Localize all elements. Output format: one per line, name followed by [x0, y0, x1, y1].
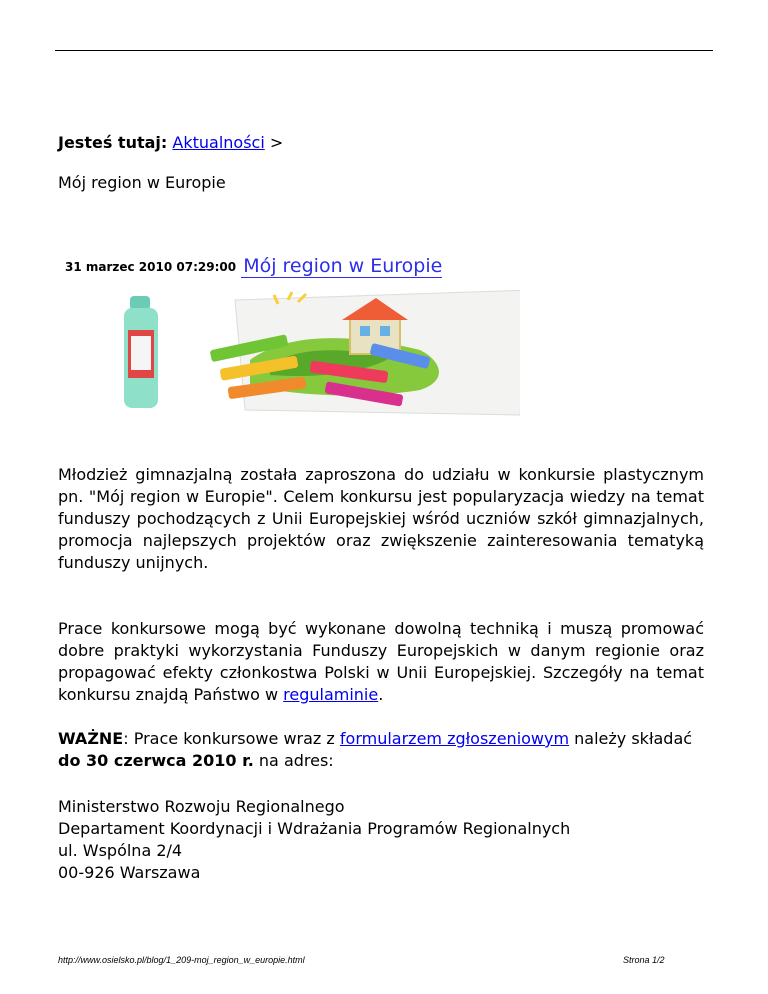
- top-divider: [55, 50, 713, 51]
- application-form-link[interactable]: formularzem zgłoszeniowym: [339, 729, 570, 748]
- article-title-link[interactable]: Mój region w Europie: [243, 255, 443, 277]
- paragraph-intro: Młodzież gimnazjalną została zaproszona do udziału w konkursie plastycznym pn. "Mój region w Europie". Celem konkursu jest popularyzacja wiedzy na temat funduszy pochodzących z Unii Europejskiej wśród uczniów szkół gimnazjalnych, promocja najlepszych projektów oraz zwiększenie zainteresowania tematyką funduszy unijnych.: [58, 465, 704, 572]
- article-header: [65, 255, 442, 277]
- crayons-drawing-image: [60, 290, 520, 420]
- important-text-c: na adres:: [258, 751, 334, 770]
- address-line: Departament Koordynacji i Wdrażania Programów Regionalnych: [58, 819, 571, 838]
- important-text-b: należy składać: [574, 729, 693, 748]
- breadcrumb-link-aktualnosci[interactable]: Aktualności: [172, 133, 265, 152]
- page-subtitle: Mój region w Europie: [58, 173, 226, 192]
- breadcrumb-lead: Jesteś tutaj:: [58, 133, 168, 152]
- article-date: 31 marzec 2010 07:29:00: [65, 260, 237, 274]
- postal-address: [58, 796, 570, 884]
- address-line: 00-926 Warszawa: [58, 863, 201, 882]
- important-label: WAŻNE: [58, 729, 124, 748]
- address-line: ul. Wspólna 2/4: [58, 841, 183, 860]
- paragraph-details: [58, 618, 704, 706]
- footer-page-number: Strona 1/2: [623, 955, 665, 965]
- breadcrumb: [58, 132, 283, 154]
- paragraph-details-end: .: [378, 685, 384, 704]
- paragraph-details-text: Prace konkursowe mogą być wykonane dowolną techniką i muszą promować dobre praktyki wykorzystania Funduszy Europejskich w danym regionie oraz propagować efekty członkostwa Polski w Unii Europejskiej. Szczegóły na temat konkursu znajdą Państwo w: [58, 619, 704, 704]
- important-text-a: : Prace konkursowe wraz z: [123, 729, 335, 748]
- regulations-link[interactable]: regulaminie: [283, 685, 379, 704]
- deadline: do 30 czerwca 2010 r.: [58, 751, 254, 770]
- paragraph-important: [58, 728, 704, 772]
- breadcrumb-separator: >: [269, 133, 284, 152]
- footer-url: http://www.osielsko.pl/blog/1_209-moj_region_w_europie.html: [58, 955, 305, 965]
- address-line: Ministerstwo Rozwoju Regionalnego: [58, 797, 345, 816]
